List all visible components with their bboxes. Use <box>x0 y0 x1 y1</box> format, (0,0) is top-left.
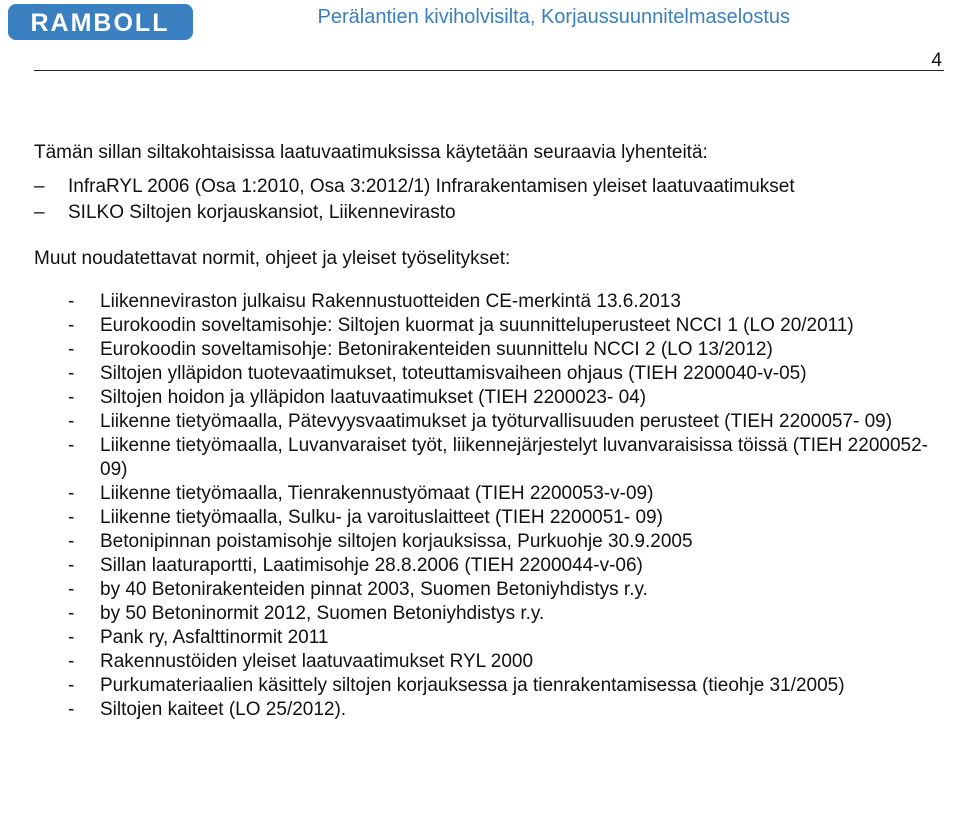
list-item <box>34 698 950 722</box>
list-item <box>34 674 950 698</box>
list-item-text: Purkumateriaalien käsittely siltojen korjauksessa ja tienrakentamisessa (tieohje 31/2005) <box>100 675 845 696</box>
list-item-text: Eurokoodin soveltamisohje: Siltojen kuormat ja suunnitteluperusteet NCCI 1 (LO 20/2011) <box>100 315 854 336</box>
list-bullet: - <box>68 627 75 648</box>
list-bullet: - <box>68 435 75 456</box>
list-item-text: Siltojen ylläpidon tuotevaatimukset, toteuttamisvaiheen ohjaus (TIEH 2200040-v-05) <box>100 363 807 384</box>
list-bullet: - <box>68 699 75 720</box>
list-item-text: Rakennustöiden yleiset laatuvaatimukset RYL 2000 <box>100 651 534 672</box>
list-item-text: Sillan laaturaportti, Laatimisohje 28.8.2006 (TIEH 2200044-v-06) <box>100 555 643 576</box>
list-bullet: - <box>68 483 75 504</box>
list-item-text: Pank ry, Asfalttinormit 2011 <box>100 627 329 648</box>
list-item <box>34 338 950 362</box>
list-bullet: - <box>68 315 75 336</box>
list-item <box>34 530 950 554</box>
list-item-text: by 50 Betoninormit 2012, Suomen Betoniyhdistys r.y. <box>100 603 545 624</box>
list-item-text: Siltojen hoidon ja ylläpidon laatuvaatimukset (TIEH 2200023- 04) <box>100 387 647 408</box>
list-item <box>34 602 950 626</box>
list-item-text: Siltojen kaiteet (LO 25/2012). <box>100 699 347 720</box>
list-bullet: - <box>68 675 75 696</box>
list-bullet: - <box>68 411 75 432</box>
list-item <box>34 554 950 578</box>
list-item-text: SILKO Siltojen korjauskansiot, Liikennevirasto <box>68 202 456 223</box>
list-bullet: - <box>68 579 75 600</box>
list-item <box>34 290 950 314</box>
list-item-text: Liikenneviraston julkaisu Rakennustuotteiden CE-merkintä 13.6.2013 <box>100 291 681 312</box>
list-bullet: - <box>68 339 75 360</box>
list-item-text: Liikenne tietyömaalla, Sulku- ja varoituslaitteet (TIEH 2200051- 09) <box>100 507 663 528</box>
list-item <box>34 362 950 386</box>
abbreviation-list <box>34 174 950 226</box>
list-item <box>34 482 950 506</box>
list-item <box>34 314 950 338</box>
page-number: 4 <box>931 50 942 71</box>
header-divider <box>34 70 944 71</box>
list-item <box>34 174 950 200</box>
list-item-text: Liikenne tietyömaalla, Tienrakennustyömaat (TIEH 2200053-v-09) <box>100 483 654 504</box>
list-item <box>34 200 950 226</box>
list-item-text: Betonipinnan poistamisohje siltojen korjauksissa, Purkuohje 30.9.2005 <box>100 531 693 552</box>
list-item <box>34 410 950 434</box>
list-item-text: InfraRYL 2006 (Osa 1:2010, Osa 3:2012/1) Infrarakentamisen yleiset laatuvaatimukset <box>68 176 795 197</box>
list-bullet: – <box>34 202 45 223</box>
list-bullet: - <box>68 291 75 312</box>
list-item <box>34 434 950 482</box>
list-item-text: by 40 Betonirakenteiden pinnat 2003, Suomen Betoniyhdistys r.y. <box>100 579 648 600</box>
list-item <box>34 506 950 530</box>
ramboll-logo <box>8 4 193 40</box>
list-item <box>34 626 950 650</box>
list-bullet: – <box>34 176 45 197</box>
document-body <box>34 140 950 722</box>
standards-list <box>34 290 950 722</box>
list-bullet: - <box>68 363 75 384</box>
list-bullet: - <box>68 555 75 576</box>
logo-text: RAMBOLL <box>30 9 170 37</box>
intro-paragraph: Tämän sillan siltakohtaisissa laatuvaatimuksissa käytetään seuraavia lyhenteitä: <box>34 142 708 163</box>
list-item <box>34 386 950 410</box>
other-norms-heading: Muut noudatettavat normit, ohjeet ja yleiset työselitykset: <box>34 248 511 269</box>
list-bullet: - <box>68 603 75 624</box>
document-title: Perälantien kiviholvisilta, Korjaussuunnitelmaselostus <box>317 6 790 28</box>
list-bullet: - <box>68 387 75 408</box>
list-item-text: Liikenne tietyömaalla, Luvanvaraiset työt, liikennejärjestelyt luvanvaraisissa töissä (TIEH 2200052-09) <box>100 435 928 480</box>
list-item-text: Liikenne tietyömaalla, Pätevyysvaatimukset ja työturvallisuuden perusteet (TIEH 2200057- 09) <box>100 411 893 432</box>
list-item <box>34 578 950 602</box>
list-item-text: Eurokoodin soveltamisohje: Betonirakenteiden suunnittelu NCCI 2 (LO 13/2012) <box>100 339 773 360</box>
list-bullet: - <box>68 651 75 672</box>
list-item <box>34 650 950 674</box>
list-bullet: - <box>68 507 75 528</box>
list-bullet: - <box>68 531 75 552</box>
